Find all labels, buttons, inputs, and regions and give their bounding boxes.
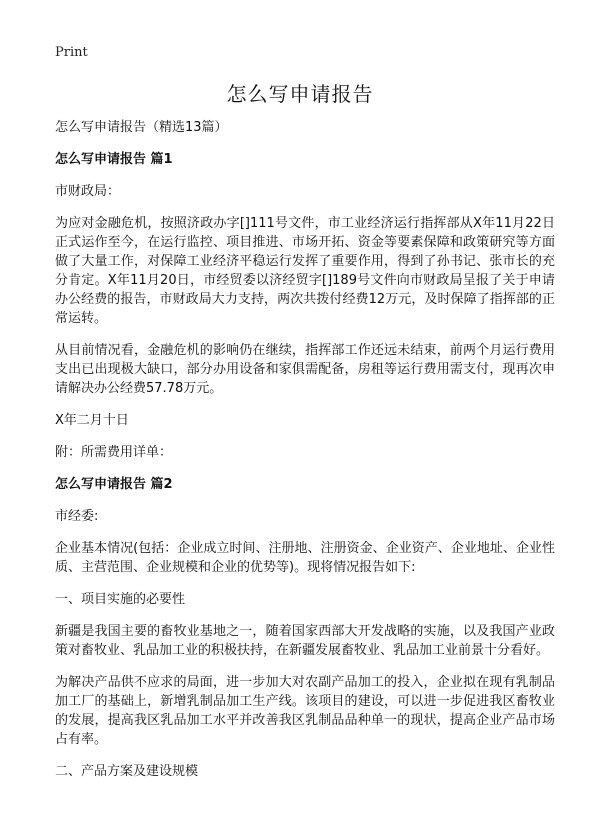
document-title: 怎么写申请报告 (226, 82, 374, 106)
section-1-addressee: 市财政局： (55, 184, 121, 199)
section-1-paragraph-1: 为应对金融危机，按照济政办字[]111号文件，市工业经济运行指挥部从X年11月22日正式运作至今，在运行监控、项目推进、市场开拓、资金等要素保障和政策研究等方面做了大量工作，对保障工业经济平稳运行发挥了重要作用，得到了孙书记、张市长的充分肯定。X年11月20日，市经贸委以济经贸字[]189号文件向市财政局呈报了关于申请办公经费的报告，市财政局大力支持，两次共拨付经费12万元，及时保障了指挥部的正常运转。 (55, 216, 555, 326)
document-body (55, 118, 555, 794)
section-2-paragraph-3: 为解决产品供不应求的局面，进一步加大对农副产品加工的投入，企业拟在现有乳制品加工厂的基础上，新增乳制品加工生产线。该项目的建设，可以进一步促进我区畜牧业的发展，提高我区乳品加工水平并改善我区乳制品品种单一的现状，提高企业产品市场占有率。 (55, 675, 555, 747)
section-2-item-2: 二、产品方案及建设规模 (55, 764, 199, 779)
section-1-heading: 怎么写申请报告 篇1 (55, 152, 173, 167)
document-subtitle: 怎么写申请报告（精选13篇） (55, 120, 228, 135)
section-2-addressee: 市经委: (55, 509, 99, 524)
section-2-paragraph-2: 新疆是我国主要的畜牧业基地之一，随着国家西部大开发战略的实施，以及我国产业政策对畜牧业、乳品加工业的积极扶持，在新疆发展畜牧业、乳品加工业前景十分看好。 (55, 624, 555, 658)
section-1-date: X年二月十日 (55, 413, 129, 428)
section-2-paragraph-1: 企业基本情况(包括：企业成立时间、注册地、注册资金、企业资产、企业地址、企业性质、主营范围、企业规模和企业的优势等)。现将情况报告如下: (55, 541, 555, 575)
section-2-item-1: 一、项目实施的必要性 (55, 592, 186, 607)
section-2-heading: 怎么写申请报告 篇2 (55, 477, 173, 492)
section-1-attachment: 附：所需费用详单： (55, 445, 173, 460)
print-link[interactable]: Print (55, 45, 88, 60)
section-1-paragraph-2: 从目前情况看，金融危机的影响仍在继续，指挥部工作还远未结束，前两个月运行费用支出已出现极大缺口，部分办用设备和家俱需配备，房租等运行费用需支付，现再次申请解决办公经费57.78万元。 (55, 343, 555, 396)
